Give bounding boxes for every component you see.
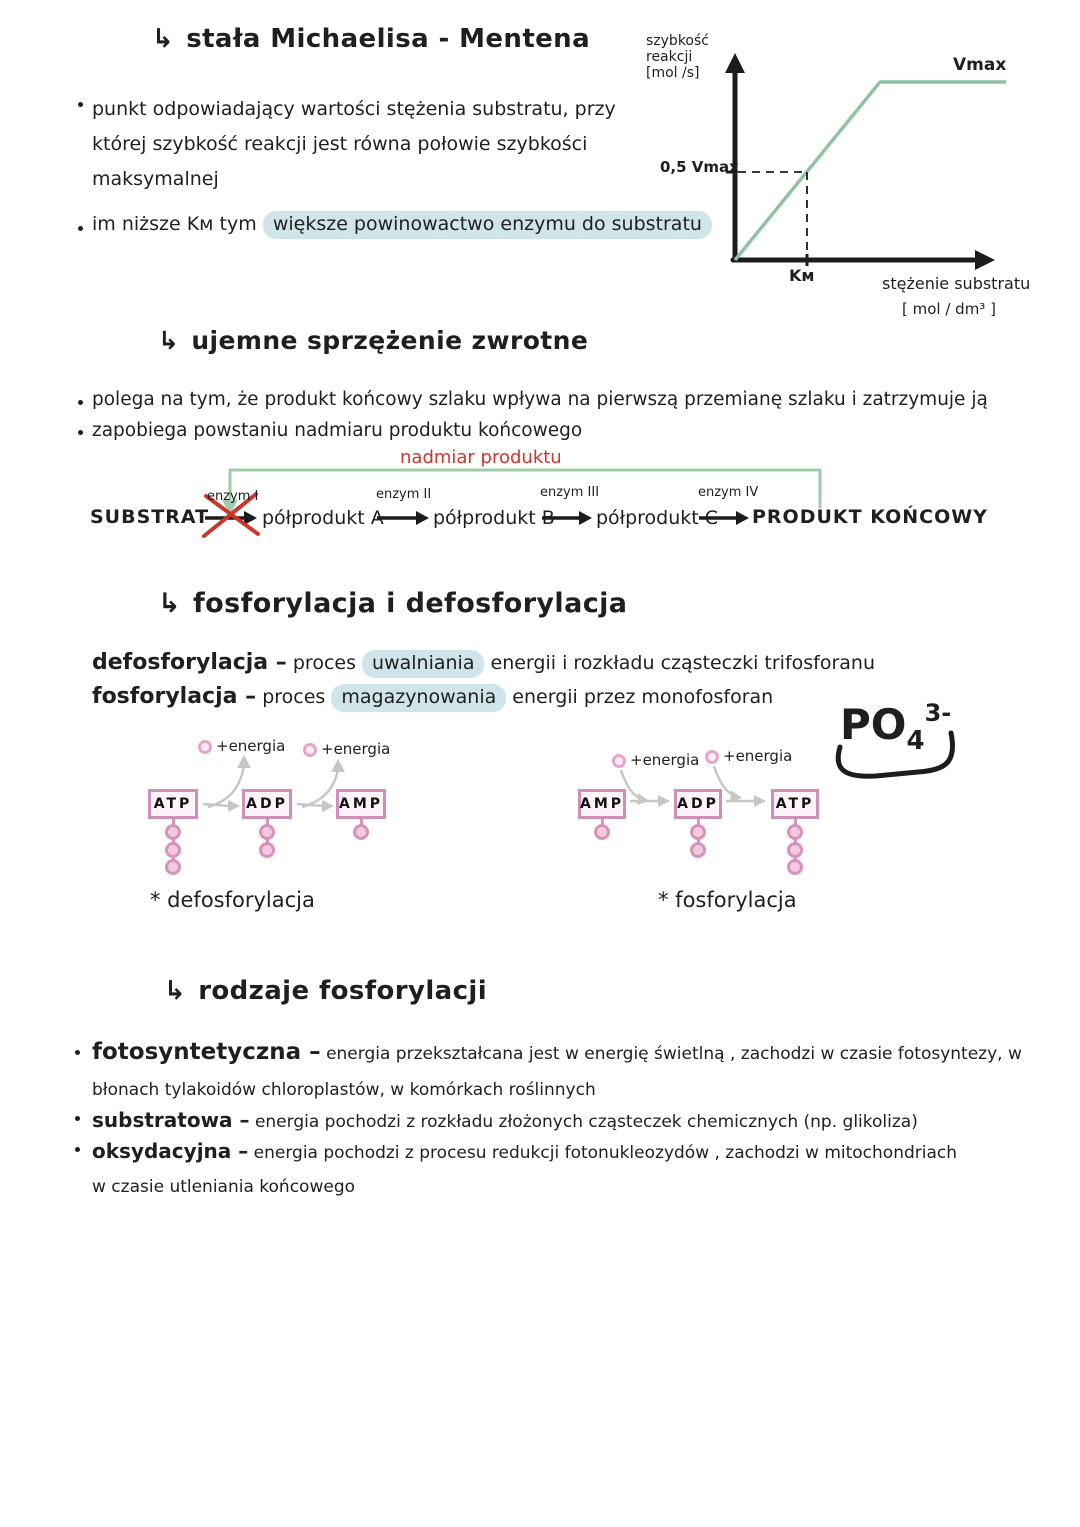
chart-y-label-line2: reakcji: [646, 49, 693, 65]
energy-out-arrowhead-1: [237, 755, 251, 768]
half-vmax-label: 0,5 Vmax: [660, 158, 739, 176]
energy-label: +energia: [321, 740, 391, 758]
po4-base: PO: [840, 700, 907, 749]
phospho-pre: proces: [262, 686, 326, 708]
adp-amp-arrowhead: [322, 800, 334, 812]
energy-label: +energia: [630, 751, 700, 769]
amp-box: AMP: [578, 789, 626, 819]
phosphate-dot-icon: [303, 743, 317, 757]
amp-adp-arrowhead: [658, 795, 670, 807]
michaelis-definition: punkt odpowiadający wartości stężenia substratu, przy której szybkość reakcji jest równa połowie szybkości maksymalnej: [92, 98, 616, 190]
chart-y-label-line3: [mol /s]: [646, 65, 700, 81]
energy-in-arrowhead-1: [637, 793, 649, 805]
pathway-enzyme-2: enzym II: [376, 487, 432, 502]
adp-box: ADP: [674, 789, 722, 819]
phospho-heading-text: fosforylacja i defosforylacja: [193, 588, 628, 619]
feedback-bullet-1: polega na tym, że produkt końcowy szlaku wpływa na pierwszą przemianę szlaku i zatrzymuje ją: [92, 389, 988, 410]
phosphate-circle: [165, 824, 181, 840]
phosphate-circle: [259, 842, 275, 858]
dephospho-post: energii i rozkładu cząsteczki trifosforanu: [490, 652, 876, 674]
energy-out-arrow-1: [208, 764, 244, 807]
type-desc: energia pochodzi z rozkładu złożonych cząsteczek chemicznych (np. glikoliza): [254, 1112, 918, 1132]
phospho-highlight: magazynowania: [331, 684, 506, 712]
chart-x-label-line2: [ mol / dm³ ]: [902, 300, 996, 318]
type-name: substratowa –: [92, 1108, 250, 1132]
atp-box: ATP: [771, 789, 819, 819]
type-desc: energia przekształcana jest w energię świetlną , zachodzi w czasie fotosyntezy, w błonach tylakoidów chloroplastów, w komórkach roślinnych: [92, 1044, 1022, 1100]
phosphate-circle: [259, 824, 275, 840]
pathway-enzyme-4: enzym IV: [698, 485, 759, 500]
feedback-heading-text: ujemne sprzężenie zwrotne: [191, 326, 589, 355]
atp-adp-arrowhead: [228, 800, 240, 812]
km-label: Kᴍ: [789, 266, 815, 285]
energy-out-arrowhead-2: [331, 759, 345, 772]
adp-box: ADP: [242, 789, 292, 819]
phosphate-circle: [353, 824, 369, 840]
bullet-dot: [75, 1050, 80, 1055]
phosphate-dot-icon: [705, 750, 719, 764]
chart-x-label-line1: stężenie substratu: [882, 274, 1031, 293]
type-item-photosynthetic: [92, 1034, 1080, 1108]
phosphate-dot-icon: [612, 754, 626, 768]
phosphate-circle: [594, 824, 610, 840]
michaelis-heading-text: stała Michaelisa - Mentena: [186, 24, 591, 54]
phosphate-circle: [690, 824, 706, 840]
phosphate-circle: [690, 842, 706, 858]
phospho-post: energii przez monofosforan: [512, 686, 774, 708]
phospho-caption: * fosforylacja: [658, 888, 797, 912]
type-desc: energia pochodzi z procesu redukcji fotonukleozydów , zachodzi w mitochondriach w czasie utleniania końcowego: [92, 1143, 958, 1197]
phosphate-circle: [787, 842, 803, 858]
energy-label: +energia: [723, 747, 793, 765]
branch-arrow-icon: ↳: [158, 326, 180, 355]
dephospho-caption: * defosforylacja: [150, 888, 315, 912]
phosphate-dot-icon: [198, 740, 212, 754]
km-note-highlight: większe powinowactwo enzymu do substratu: [263, 211, 712, 239]
pathway-enzyme-3: enzym III: [540, 485, 600, 500]
chart-y-label-line1: szybkość: [646, 33, 709, 49]
dephospho-highlight: uwalniania: [362, 650, 484, 678]
phospho-term: fosforylacja –: [92, 684, 257, 709]
branch-arrow-icon: ↳: [152, 24, 175, 54]
section-heading-types: [164, 976, 487, 1006]
type-name: oksydacyjna –: [92, 1139, 249, 1163]
phosphate-circle: [787, 859, 803, 875]
dephospho-pre: proces: [292, 652, 356, 674]
pathway-substrate: SUBSTRAT: [90, 506, 210, 528]
adp-atp-arrowhead: [754, 795, 766, 807]
amp-box: AMP: [336, 789, 386, 819]
atp-box: ATP: [148, 789, 198, 819]
type-name: fotosyntetyczna –: [92, 1039, 321, 1065]
energy-label: +energia: [216, 737, 286, 755]
po4-superscript: 3-: [924, 699, 952, 727]
branch-arrow-icon: ↳: [164, 976, 187, 1006]
feedback-bullet-2: zapobiega powstaniu nadmiaru produktu końcowego: [92, 420, 583, 441]
pathway-intermediate-a: półprodukt A: [262, 507, 384, 529]
type-item-oxidative: [92, 1134, 972, 1204]
branch-arrow-icon: ↳: [158, 588, 182, 619]
types-heading-text: rodzaje fosforylacji: [198, 976, 488, 1006]
pathway-enzyme-1: enzym I: [207, 489, 259, 504]
energy-out-arrow-2: [302, 768, 338, 807]
vmax-label: Vmax: [953, 55, 1007, 75]
po4-subscript: 4: [906, 726, 925, 756]
phosphate-circle: [165, 842, 181, 858]
bullet-dot: [75, 1116, 80, 1121]
dephospho-term: defosforylacja –: [92, 650, 287, 675]
phosphate-circle: [165, 859, 181, 875]
phosphate-circle: [787, 824, 803, 840]
po4-formula: [840, 699, 952, 756]
pathway-intermediate-c: półprodukt C: [596, 507, 719, 529]
pathway-intermediate-b: półprodukt B: [433, 507, 555, 529]
feedback-loop-label: nadmiar produktu: [400, 447, 562, 468]
pathway-product: PRODUKT KOŃCOWY: [752, 506, 988, 528]
km-note-prefix: im niższe Kᴍ tym: [92, 213, 257, 235]
bullet-dot: [75, 1147, 80, 1152]
